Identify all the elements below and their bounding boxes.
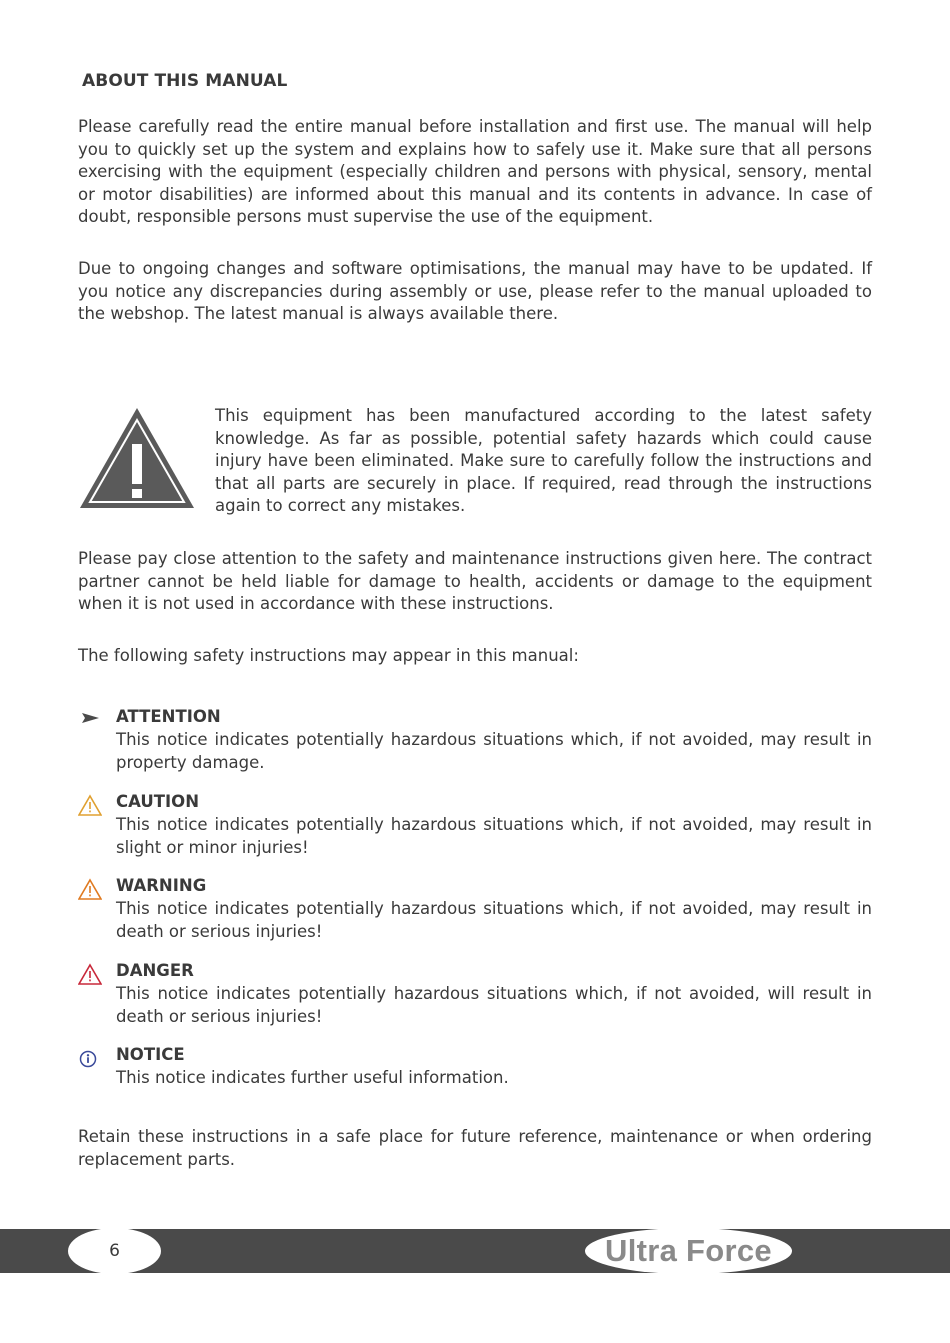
arrow-flag-icon [78, 709, 102, 731]
notice-title: ATTENTION [116, 707, 221, 726]
warning-triangle-icon [78, 878, 102, 900]
exclamation-triangle-icon [78, 406, 196, 510]
notice-text: This notice indicates potentially hazardous situations which, if not avoided, will result in death or serious injuries! [116, 984, 872, 1026]
notice-text: This notice indicates potentially hazardous situations which, if not avoided, may result in property damage. [116, 730, 872, 772]
brand-logo [585, 1228, 792, 1274]
update-paragraph: Due to ongoing changes and software optimisations, the manual may have to be updated. If you notice any discrepancies during assembly or use, please refer to the manual uploaded to the webshop. The latest manual is always available there. [78, 259, 872, 324]
liability-paragraph: Please pay close attention to the safety and maintenance instructions given here. The contract partner cannot be held liable for damage to health, accidents or damage to the equipment when it is not used in accordance with these instructions. [78, 549, 872, 614]
warning-box-text: This equipment has been manufactured according to the latest safety knowledge. As far as possible, potential safety hazards which could cause injury have been eliminated. Make sure to carefully follow the instructions and that all parts are securely in place. If required, read through the instructions again to correct any mistakes. [215, 406, 872, 516]
section-heading: ABOUT THIS MANUAL [82, 71, 288, 91]
notice-title: WARNING [116, 876, 207, 895]
notice-text: This notice indicates further useful information. [116, 1068, 509, 1087]
retain-paragraph: Retain these instructions in a safe place for future reference, maintenance or when ordering replacement parts. [78, 1127, 872, 1169]
page-number-badge [68, 1228, 161, 1274]
notice-text: This notice indicates potentially hazardous situations which, if not avoided, may result in slight or minor injuries! [116, 815, 872, 857]
notice-text: This notice indicates potentially hazardous situations which, if not avoided, may result in death or serious injuries! [116, 899, 872, 941]
page-number: 6 [109, 1241, 120, 1261]
brand-name: Ultra Force [605, 1233, 772, 1268]
notice-title: CAUTION [116, 792, 199, 811]
safety-intro: The following safety instructions may appear in this manual: [78, 646, 579, 665]
caution-triangle-icon [78, 794, 102, 816]
intro-paragraph: Please carefully read the entire manual before installation and first use. The manual will help you to quickly set up the system and explains how to safely use it. Make sure that all persons exercising with the equipment (especially children and persons with physical, sensory, mental or motor disabilities) are informed about this manual and its contents in advance. In case of doubt, responsible persons must supervise the use of the equipment. [78, 117, 872, 227]
danger-triangle-icon [78, 963, 102, 985]
info-circle-icon [78, 1047, 102, 1069]
notice-title: DANGER [116, 961, 194, 980]
notice-title: NOTICE [116, 1045, 185, 1064]
